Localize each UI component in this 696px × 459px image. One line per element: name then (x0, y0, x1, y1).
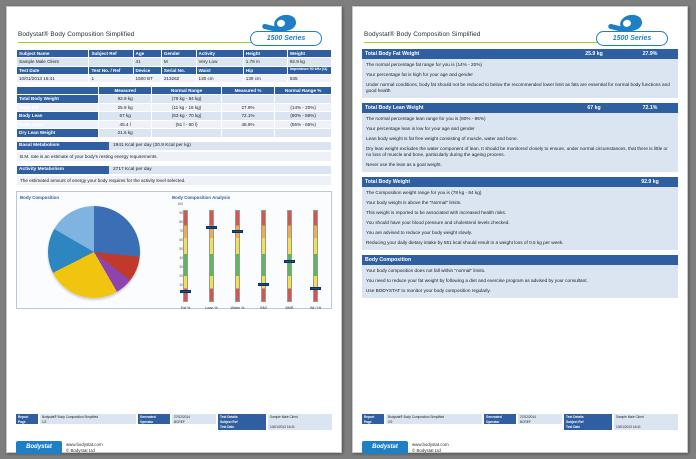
title-rule-right (364, 42, 602, 43)
y-tick: 10 (179, 282, 183, 287)
result-value-percent: 92.9 kg (641, 179, 659, 186)
pie-graphic (48, 206, 140, 298)
col-age: Age (133, 50, 161, 58)
footer-operator-value: BCREF (172, 419, 216, 424)
table-row (17, 112, 332, 121)
footer-test-details (564, 414, 612, 431)
result-paragraph: Your body composition does not fall within "normal" limits. (366, 268, 486, 273)
cell-subject-name: Sample Male Client (17, 58, 89, 67)
cell-test-no: 1 (89, 74, 133, 83)
footer-generated-value (172, 414, 216, 431)
footer-generated-label: Generated (138, 414, 170, 419)
result-paragraph: Never use the lean as a goal weight. (366, 162, 442, 168)
bodystat-wordmark: Bodystat (362, 441, 408, 454)
table-header-row (17, 87, 332, 95)
cell-normal-range-pct: (55% - 65%) (275, 120, 332, 129)
cell-impedance: 535 (287, 74, 331, 83)
result-body (362, 113, 678, 172)
cell-height: 1.79 m (243, 58, 287, 67)
footer-right (362, 414, 678, 453)
footer-test-date-label: Test Date (564, 424, 612, 429)
footer-website: www.bodystat.com (412, 442, 449, 447)
result-title: Body Composition (365, 257, 412, 263)
result-body (362, 187, 678, 250)
cell-measured: 92.9 kg (98, 95, 152, 104)
gauge-track (209, 210, 214, 302)
footer-strip (16, 414, 332, 431)
cell-weight: 92.9 kg (287, 58, 331, 67)
gauge-label: BMR (285, 305, 294, 310)
result-paragraph: This weight is reported to be associated with increased health risks. (366, 210, 507, 216)
col-measured-pct: Measured % (221, 87, 275, 95)
cell-normal-range: (51 l - 60 l) (152, 120, 221, 129)
cell-serial-no: 213262 (161, 74, 196, 83)
footer-contact (66, 442, 103, 453)
gauge-track (235, 210, 240, 302)
footer-test-details-label: Test Details (564, 414, 612, 419)
result-paragraph: Under normal conditions, body fat should not be reduced to below the recommended lower limit as fats are essential for normal body functions and good health (366, 81, 670, 94)
footer-brand (362, 441, 449, 454)
basal-metabolism-block (16, 141, 332, 162)
col-metric (17, 87, 99, 95)
result-value-percent: 72.1% (642, 105, 658, 112)
page-header-right (362, 15, 678, 49)
title-rule (18, 42, 256, 43)
cell-measured-pct (221, 95, 275, 104)
footer-generated-date: 27/02/2014 (172, 414, 216, 419)
row-label: Total Body Weight (17, 95, 99, 104)
footer-subject-ref-label: Subject Ref (564, 419, 612, 424)
footer-copyright: © Bodystat Ltd (412, 447, 441, 453)
result-paragraph: The normal percentage fat range for you is (14% - 20%) (366, 62, 482, 67)
result-paragraph: Your percentage fat is high for your age and gender (366, 71, 473, 77)
result-paragraph: Lean body weight is fat free weight consisting of muscle, water and bone. (366, 136, 518, 142)
footer-report-label: Report (362, 414, 384, 419)
footer-report-text: Bodystat® Body Composition Simplified (386, 414, 482, 419)
cell-measured: 25.9 kg (98, 103, 152, 112)
y-tick: 90 (179, 210, 183, 215)
footer-test-date-value: 10/01/2013 16:41 (268, 424, 332, 429)
col-normal-range-pct: Normal Range % (275, 87, 332, 95)
cell-normal-range-pct (275, 129, 332, 138)
col-impedance: Impedance 50 kHz (Ω) (287, 66, 331, 74)
gauge-label: Lean % (205, 305, 218, 310)
activity-metabolism-block (16, 165, 332, 186)
col-hip: Hip (243, 66, 287, 74)
col-subject-name: Subject Name (17, 50, 89, 58)
table-header-row (17, 66, 332, 74)
gauge-water (230, 210, 245, 310)
result-body (362, 59, 678, 98)
y-tick: 80 (179, 219, 183, 224)
footer-left (16, 414, 332, 453)
basal-note: B.M. rate is an estimate of your body's resting energy requirements. (16, 151, 332, 162)
basal-bar (16, 141, 332, 151)
footer-test-values (268, 414, 332, 431)
result-paragraph: Your body weight is above the "Normal" limits. (366, 200, 462, 206)
footer-page-value: 2/2 (386, 419, 482, 424)
gauge-marker (232, 230, 243, 233)
gauge-label: Wt / Ht (310, 305, 321, 310)
cell-hip: 139 cm (243, 74, 287, 83)
footer-report (16, 414, 38, 431)
gauge-label: Fat % (180, 305, 191, 310)
cell-normal-range-pct: (14% - 20%) (275, 103, 332, 112)
gauge-track (287, 210, 292, 302)
gauges-group (172, 201, 328, 310)
cell-normal-range-pct: (80% - 86%) (275, 112, 332, 121)
cell-device: 1500 BT (133, 74, 161, 83)
result-header (362, 177, 678, 187)
cell-age: 41 (133, 58, 161, 67)
y-tick: 100 (177, 201, 183, 206)
pie-caption: Body Composition (20, 194, 60, 200)
footer-strip (362, 414, 678, 431)
gauge-fat (180, 210, 191, 310)
footer-generated (138, 414, 170, 431)
cell-measured-pct: 72.1% (221, 112, 275, 121)
col-gender: Gender (161, 50, 196, 58)
table-row (17, 95, 332, 104)
cell-measured-pct: 48.9% (221, 120, 275, 129)
basal-label: Basal Metabolism (17, 142, 109, 150)
col-device: Device (133, 66, 161, 74)
page-left (6, 6, 342, 453)
bodystat-wordmark: Bodystat (16, 441, 62, 454)
footer-generated-value (518, 414, 562, 431)
footer-report-value (40, 414, 136, 431)
result-paragraph: The normal percentage lean range for you is (80% - 86%) (366, 116, 486, 122)
result-paragraph: You are advised to reduce your body weight slowly. (366, 229, 473, 235)
model-badge: 1500 Series (250, 31, 322, 46)
page-title: Bodystat® Body Composition Simplified (18, 31, 135, 38)
cell-measured: 67 kg (98, 112, 152, 121)
cell-normal-range: (63 kg - 70 kg) (152, 112, 221, 121)
activity-value: 2717 Kcal per day (109, 166, 331, 174)
activity-bar (16, 165, 332, 175)
page-right (352, 6, 688, 453)
footer-test-details (218, 414, 266, 431)
footer-page-label: Page (362, 419, 384, 424)
bodystat-logo-icon (242, 15, 328, 49)
table-header-row (17, 50, 332, 58)
gauge-weight-height (310, 210, 321, 310)
bars-caption: Body Composition Analysis (172, 194, 231, 200)
result-paragraph: Dry lean weight excludes the water component of lean. It should be monitored closely to ensure, under normal circumstances, that there is little or no loss of muscle and bone, particularly during the ageing process. (366, 145, 668, 158)
gauge-lean (205, 210, 218, 310)
footer-generated-label: Generated (484, 414, 516, 419)
result-header (362, 255, 678, 265)
col-test-no: Test No. / Ref (89, 66, 133, 74)
page-title-right: Bodystat® Body Composition Simplified (364, 31, 481, 38)
cell-normal-range: (11 kg - 16 kg) (152, 103, 221, 112)
page-header-left (16, 15, 332, 49)
result-paragraph: You need to reduce your fat weight by following a diet and exercise program as advised by your consultant. (366, 277, 588, 283)
footer-page-label: Page (16, 419, 38, 424)
y-tick: 30 (179, 264, 183, 269)
cell-test-date: 10/01/2013 16:41 (17, 74, 89, 83)
activity-note: The estimated amount of energy your body requires for the activity level selected. (16, 175, 332, 186)
gauge-marker (258, 283, 269, 286)
footer-website: www.bodystat.com (66, 442, 103, 447)
pie-chart (20, 195, 168, 305)
table-row (17, 74, 332, 83)
col-weight: Weight (287, 50, 331, 58)
bodystat-logo-icon-right (588, 15, 674, 49)
result-header (362, 103, 678, 113)
footer-subject-name-value: Sample Male Client (268, 414, 332, 419)
col-waist: Waist (196, 66, 243, 74)
table-row (17, 129, 332, 138)
cell-measured: 21.6 kg (98, 129, 152, 138)
gauge-label: BMI (260, 305, 267, 310)
result-title: Total Body Lean Weight (365, 105, 424, 112)
result-paragraph: You should have your blood pressure and cholesterol levels checked. (366, 219, 510, 225)
cell-measured-pct: 27.9% (221, 103, 275, 112)
row-label: Body Water (17, 120, 99, 129)
basal-value: 1941 Kcal per day (20.9 Kcal per kg) (109, 142, 331, 150)
table-row (17, 58, 332, 67)
charts-area (16, 191, 332, 309)
col-measured: Measured (98, 87, 152, 95)
client-info-table (16, 49, 332, 83)
cell-subject-ref (89, 58, 133, 67)
footer-generated-date: 27/02/2014 (518, 414, 562, 419)
footer-page-value: 1/2 (40, 419, 136, 424)
footer-subject-name-value: Sample Male Client (614, 414, 678, 419)
footer-report-label: Report (16, 414, 38, 419)
footer-test-values (614, 414, 678, 431)
col-subject-ref: Subject Ref (89, 50, 133, 58)
gauge-label: Water % (230, 305, 245, 310)
footer-operator-value: BCREF (518, 419, 562, 424)
gauge-track (261, 210, 266, 302)
result-title: Total Body Fat Weight (365, 51, 420, 57)
cell-gender: M (161, 58, 196, 67)
table-row (17, 120, 332, 129)
cell-activity: Very Low (196, 58, 243, 67)
result-paragraph: The Composition weight range for you is (78 kg - 84 kg) (366, 190, 482, 196)
gauge-marker (310, 287, 321, 290)
result-body (362, 265, 678, 298)
row-label: Body Lean (17, 112, 99, 121)
result-block-body-composition (362, 255, 678, 298)
footer-subject-ref-label: Subject Ref (218, 419, 266, 424)
bar-chart (172, 194, 328, 310)
result-paragraph: Reducing your daily dietary intake by 551 kcal should result in a weight loss of 0.5 kg per week. (366, 239, 564, 245)
col-normal-range: Normal Range (152, 87, 221, 95)
result-value-weight: 67 kg (587, 105, 601, 112)
footer-test-date-label: Test Date (218, 424, 266, 429)
row-label: Dry Lean Weight (17, 129, 99, 138)
activity-label: Activity Metabolism (17, 166, 109, 174)
gauge-bmr (285, 210, 294, 310)
y-tick: 70 (179, 228, 183, 233)
row-label: Body Fat (17, 103, 99, 112)
cell-waist: 130 cm (196, 74, 243, 83)
footer-copyright: © Bodystat Ltd (66, 447, 95, 453)
footer-brand (16, 441, 103, 454)
gauge-marker (206, 226, 217, 229)
col-activity: Activity (196, 50, 243, 58)
col-height: Height (243, 50, 287, 58)
result-block-body-lean (362, 103, 678, 172)
footer-report-text: Bodystat® Body Composition Simplified (40, 414, 136, 419)
cell-measured: 45.4 l (98, 120, 152, 129)
col-serial-no: Serial No. (161, 66, 196, 74)
gauge-bmi (259, 210, 268, 310)
table-row (17, 103, 332, 112)
footer-test-details-label: Test Details (218, 414, 266, 419)
result-value-percent: 27.9% (642, 51, 658, 57)
result-header (362, 49, 678, 59)
footer-operator-label: Operator (484, 419, 516, 424)
cell-measured-pct (221, 129, 275, 138)
gauge-marker (284, 260, 295, 263)
result-block-total-weight (362, 177, 678, 250)
y-tick: 60 (179, 237, 183, 242)
y-tick: 40 (179, 255, 183, 260)
cell-normal-range (152, 129, 221, 138)
y-tick: 50 (179, 246, 183, 251)
cell-normal-range-pct (275, 95, 332, 104)
y-tick: 20 (179, 273, 183, 278)
col-test-date: Test Date (17, 66, 89, 74)
footer-contact (412, 442, 449, 453)
result-paragraph: Your percentage lean is low for your age and gender (366, 126, 475, 132)
gauge-track (183, 210, 188, 302)
result-value-weight: 25.9 kg (585, 51, 603, 57)
footer-generated (484, 414, 516, 431)
measured-table (16, 86, 332, 138)
result-paragraph: Use BODYSTAT to monitor your body composition regularly. (366, 287, 491, 293)
gauge-marker (180, 290, 191, 293)
result-block-body-fat (362, 49, 678, 98)
result-title: Total Body Weight (365, 179, 411, 186)
cell-normal-range: (78 kg - 84 kg) (152, 95, 221, 104)
footer-report-value (386, 414, 482, 431)
footer-test-date-value: 10/01/2013 16:41 (614, 424, 678, 429)
model-badge-right: 1500 Series (596, 31, 668, 46)
footer-operator-label: Operator (138, 419, 170, 424)
footer-report (362, 414, 384, 431)
